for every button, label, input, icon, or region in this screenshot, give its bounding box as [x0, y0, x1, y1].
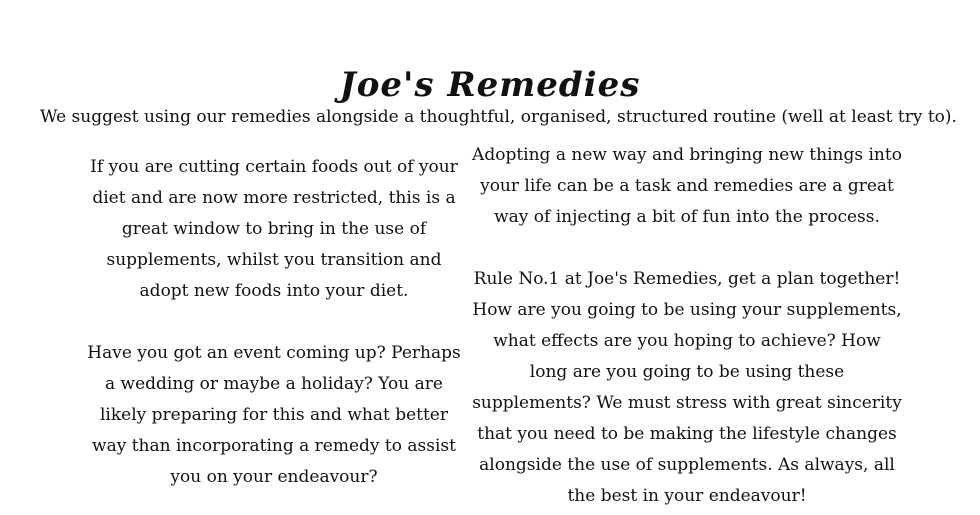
page-title: Joe's Remedies — [339, 64, 641, 105]
new-way-paragraph: Adopting a new way and bringing new things into your life can be a task and remedies are a great way of injecting a bit of fun into the process. — [472, 145, 902, 227]
paragraph-spacer — [472, 233, 902, 264]
right-text-column — [472, 140, 902, 512]
event-paragraph: Have you got an event coming up? Perhaps a wedding or maybe a holiday? You are likely preparing for this and what better way than incorporating a remedy to assist you on your endeavour? — [87, 343, 461, 487]
rule-paragraph: Rule No.1 at Joe's Remedies, get a plan together! How are you going to be using your supplements, what effects are you hoping to achieve? How long are you going to be using these supplements? We must stress with great sincerity that you need to be making the lifestyle changes alongside the use of supplements. As always, all the best in your endeavour! — [472, 269, 902, 506]
intro-text: We suggest using our remedies alongside a thoughtful, organised, structured routine (well at least try to). — [40, 107, 957, 127]
diet-paragraph: If you are cutting certain foods out of your diet and are now more restricted, this is a great window to bring in the use of supplements, whilst you transition and adopt new foods into your diet. — [90, 157, 458, 301]
left-text-column — [82, 152, 466, 493]
paragraph-spacer — [82, 307, 466, 338]
